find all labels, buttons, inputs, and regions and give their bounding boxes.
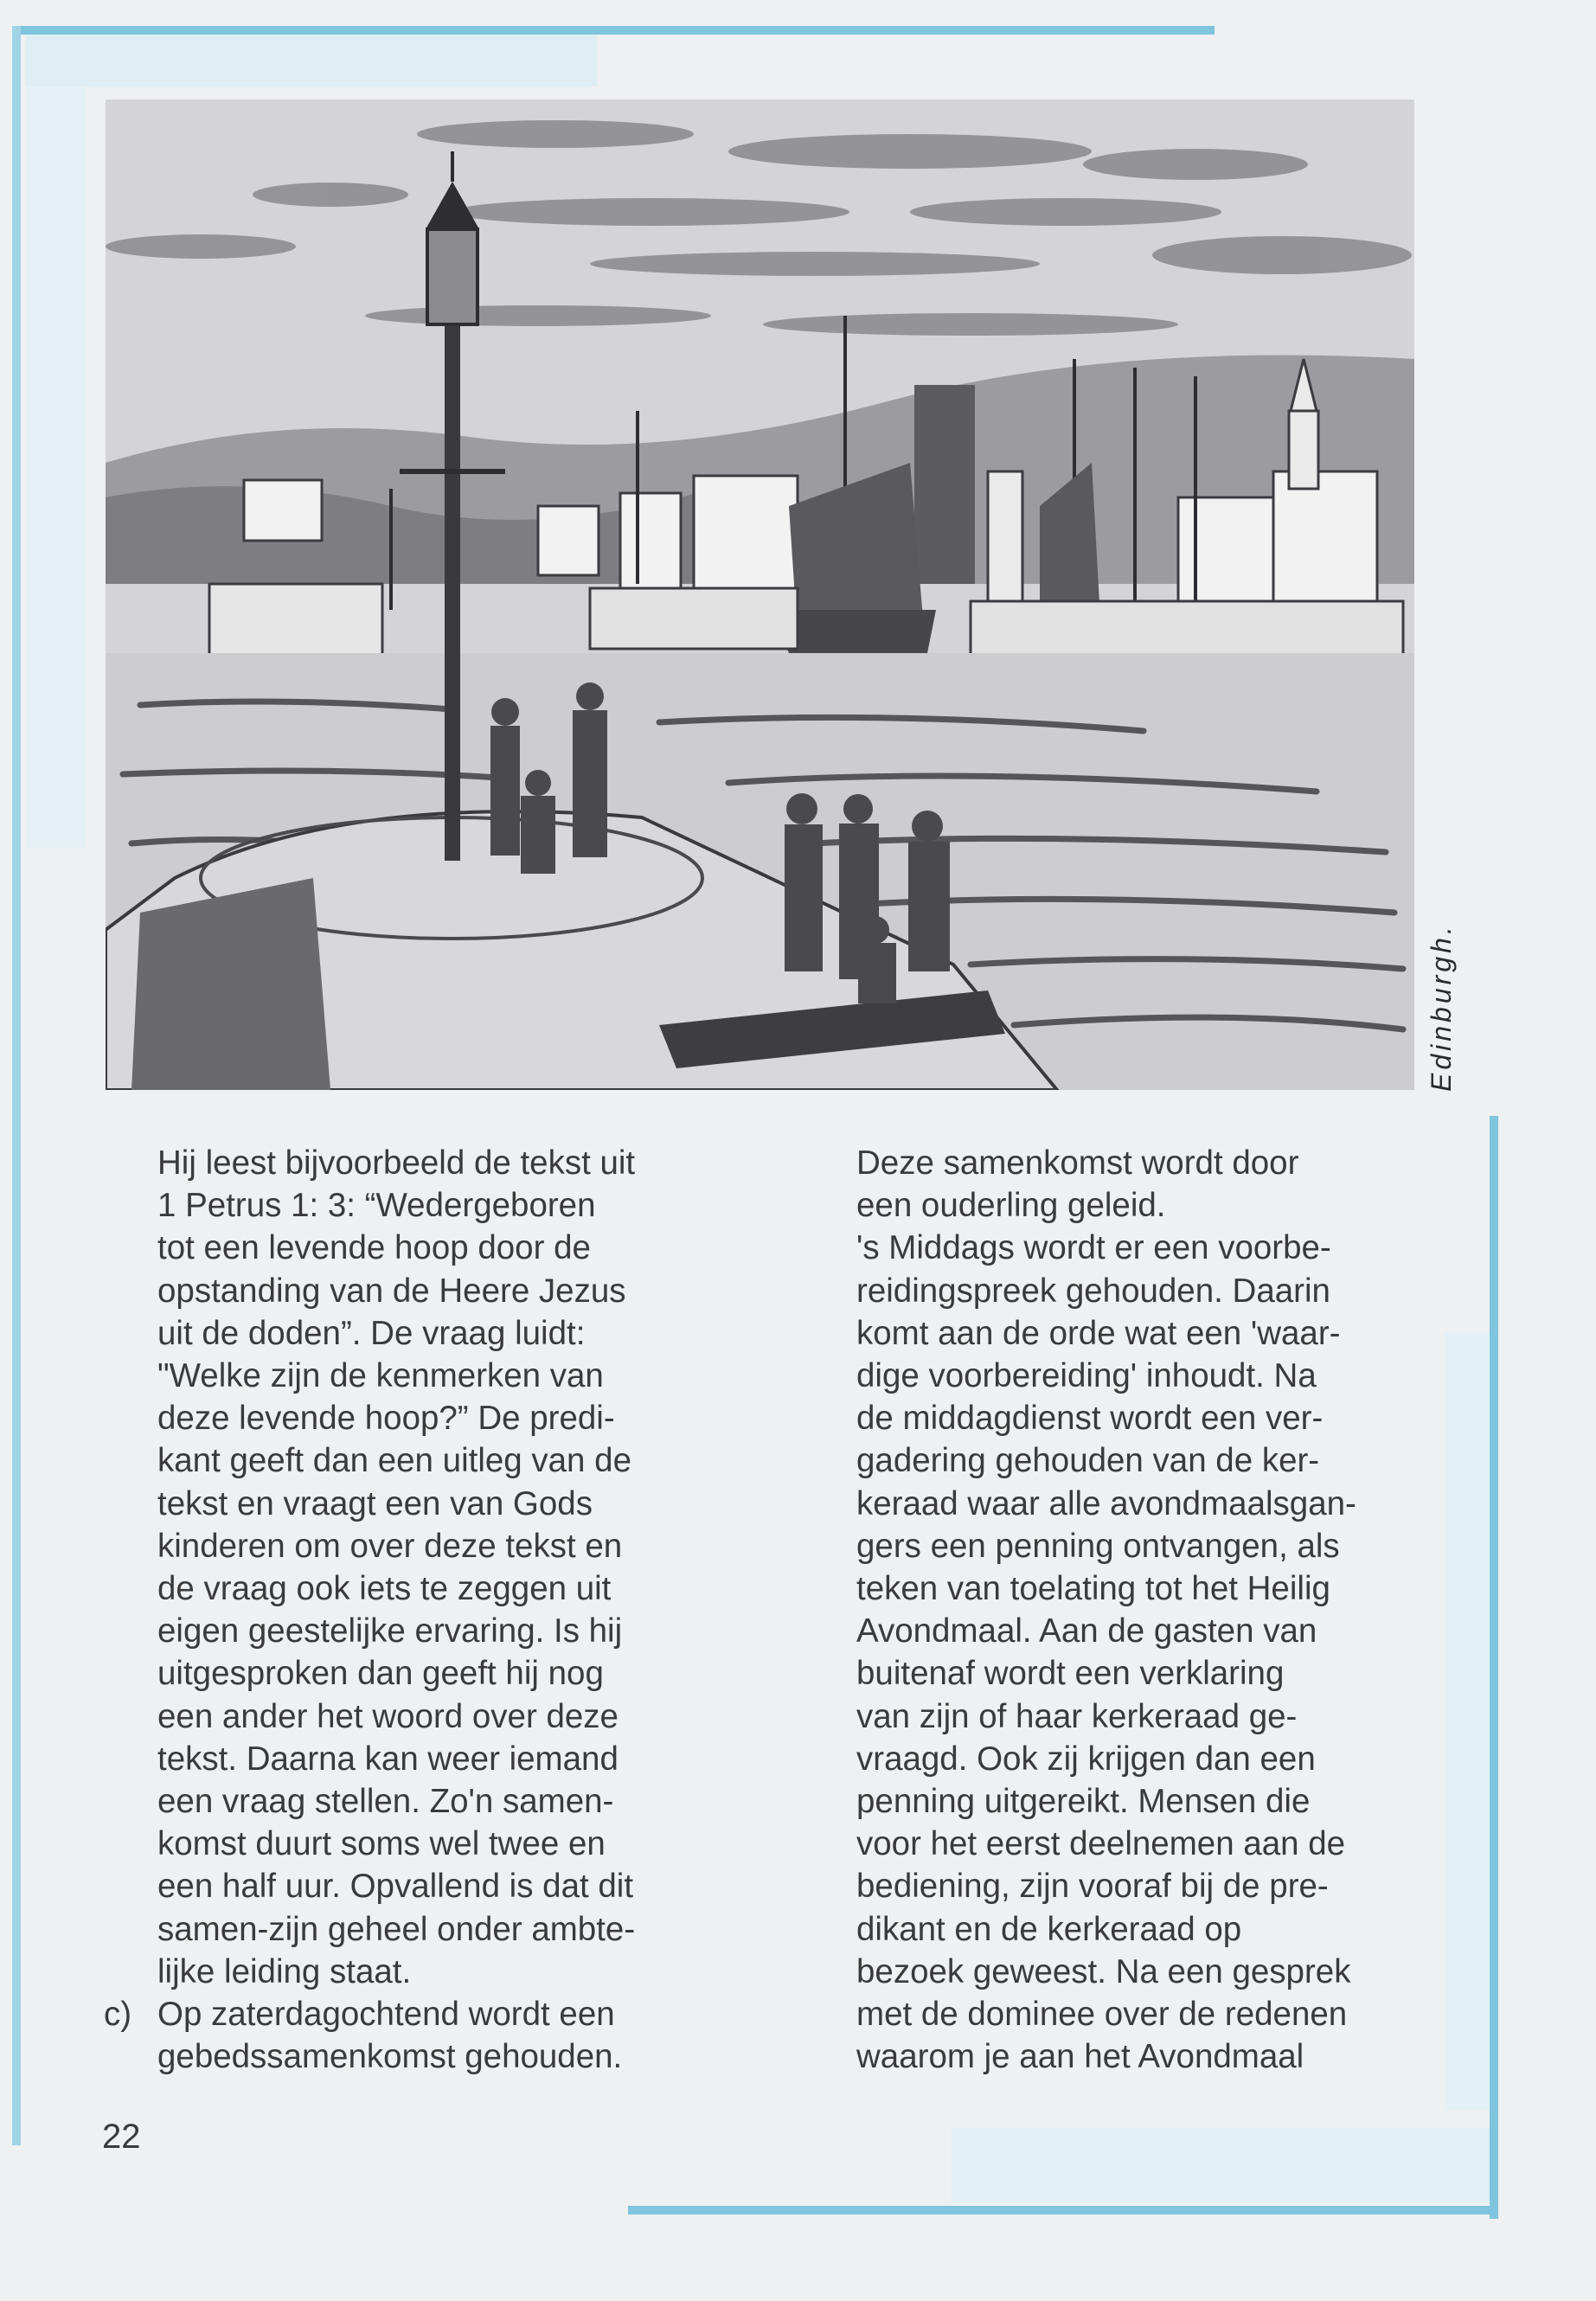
text-line: vraagd. Ook zij krijgen dan een xyxy=(856,1740,1316,1778)
page-number: 22 xyxy=(102,2118,141,2156)
right-accent-rule xyxy=(1490,1116,1498,2219)
text-line: uitgesproken dan geeft hij nog xyxy=(157,1655,604,1693)
background-tint xyxy=(952,2128,1490,2202)
list-item-c xyxy=(104,1993,720,2078)
text-line: een ouderling geleid. xyxy=(856,1187,1166,1225)
text-line: een ander het woord over deze xyxy=(157,1697,619,1735)
text-line: tot een levende hoop door de xyxy=(157,1229,591,1267)
text-line: uit de doden”. De vraag luidt: xyxy=(157,1314,586,1352)
text-line: komst duurt soms wel twee en xyxy=(157,1825,606,1863)
right-text-column xyxy=(856,1142,1453,2078)
text-line: bezoek geweest. Na een gesprek xyxy=(856,1952,1351,1990)
text-line: tekst en vraagt een van Gods xyxy=(157,1484,593,1522)
text-line: de middagdienst wordt een ver- xyxy=(856,1400,1324,1438)
text-line: buitenaf wordt een verklaring xyxy=(856,1655,1285,1693)
text-line: penning uitgereikt. Mensen die xyxy=(856,1783,1311,1821)
background-tint xyxy=(26,87,87,848)
text-line: tekst. Daarna kan weer iemand xyxy=(157,1740,619,1778)
list-marker: c) xyxy=(104,1996,132,2034)
text-line: keraad waar alle avondmaalsgan- xyxy=(856,1484,1356,1522)
text-line: dige voorbereiding' inhoudt. Na xyxy=(856,1357,1317,1395)
text-line: lijke leiding staat. xyxy=(157,1952,412,1990)
text-line: "Welke zijn de kenmerken van xyxy=(157,1357,604,1395)
text-line: een half uur. Opvallend is dat dit xyxy=(157,1868,634,1906)
bottom-accent-rule xyxy=(628,2206,1498,2214)
text-line: dikant en de kerkeraad op xyxy=(856,1910,1242,1948)
text-line: voor het eerst deelnemen aan de xyxy=(856,1825,1346,1863)
text-line: een vraag stellen. Zo'n samen- xyxy=(157,1783,614,1821)
text-line: Op zaterdagochtend wordt een xyxy=(157,1996,615,2034)
text-line: reidingspreek gehouden. Daarin xyxy=(856,1272,1330,1310)
text-line: de vraag ook iets te zeggen uit xyxy=(157,1570,612,1608)
text-line: 's Middags wordt er een voorbe- xyxy=(856,1229,1331,1267)
text-line: gadering gehouden van de ker- xyxy=(856,1442,1320,1480)
text-line: 1 Petrus 1: 3: “Wedergeboren xyxy=(157,1187,596,1225)
text-line: Avondmaal. Aan de gasten van xyxy=(856,1612,1317,1650)
background-tint xyxy=(26,35,597,87)
left-text-column xyxy=(104,1142,720,2078)
text-line: opstanding van de Heere Jezus xyxy=(157,1272,626,1310)
text-line: deze levende hoop?” De predi- xyxy=(157,1400,615,1438)
top-accent-rule xyxy=(12,26,1215,35)
text-line: komt aan de orde wat een 'waar- xyxy=(856,1314,1341,1352)
text-line: van zijn of haar kerkeraad ge- xyxy=(856,1697,1298,1735)
left-accent-rule xyxy=(12,26,21,2145)
text-line: met de dominee over de redenen xyxy=(856,1996,1348,2034)
text-line: waarom je aan het Avondmaal xyxy=(856,2038,1304,2076)
text-line: gers een penning ontvangen, als xyxy=(856,1527,1340,1565)
text-line: Deze samenkomst wordt door xyxy=(856,1144,1299,1182)
text-line: kinderen om over deze tekst en xyxy=(157,1527,623,1565)
text-line: gebedssamenkomst gehouden. xyxy=(157,2038,623,2076)
text-line: eigen geestelijke ervaring. Is hij xyxy=(157,1612,623,1650)
text-line: Hij leest bijvoorbeeld de tekst uit xyxy=(157,1144,636,1182)
image-caption: Edinburgh. xyxy=(1426,923,1457,1092)
text-line: teken van toelating tot het Heilig xyxy=(856,1570,1330,1608)
text-line: samen-zijn geheel onder ambte- xyxy=(157,1910,636,1948)
text-line: kant geeft dan een uitleg van de xyxy=(157,1442,631,1480)
text-line: bediening, zijn vooraf bij de pre- xyxy=(856,1868,1329,1906)
harbour-illustration xyxy=(106,99,1414,1090)
